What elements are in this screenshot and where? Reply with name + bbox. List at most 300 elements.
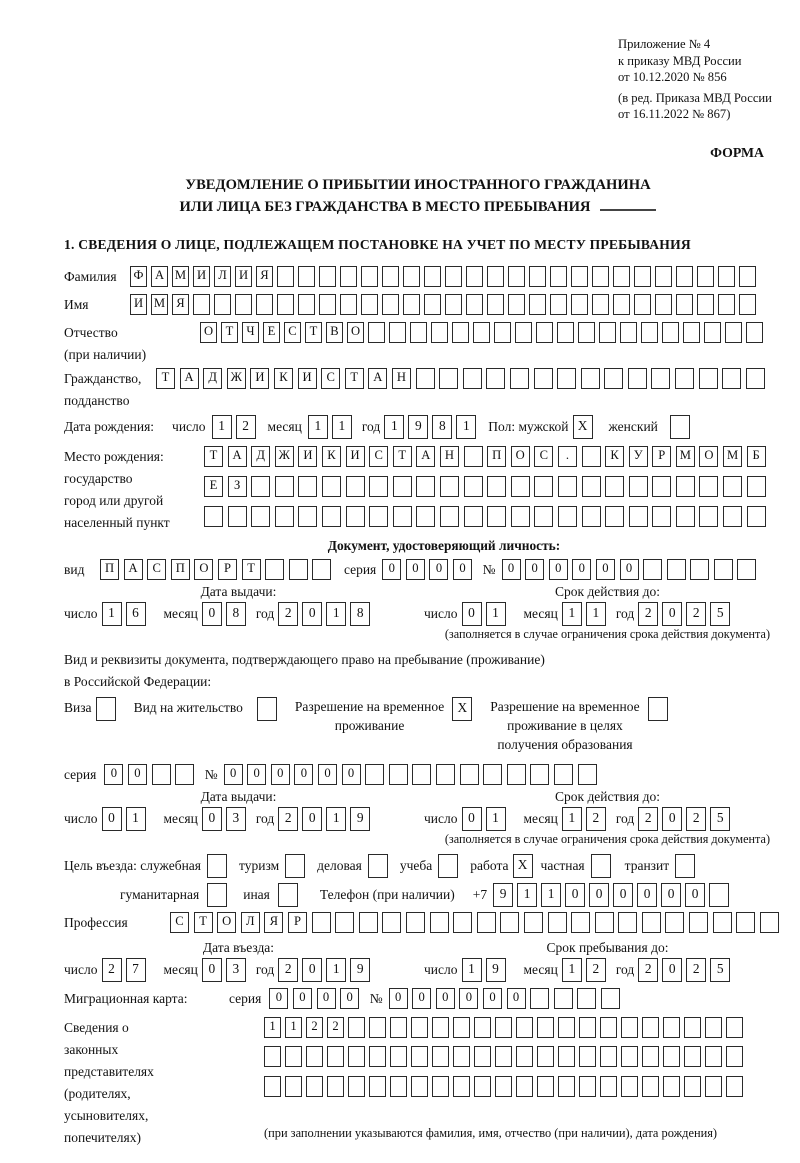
id-number-cell[interactable]: 0 (572, 559, 591, 580)
legal-cell[interactable] (663, 1046, 680, 1067)
citizenship-cell[interactable] (463, 368, 482, 389)
citizenship-cell[interactable]: Т (345, 368, 364, 389)
citizenship-cell[interactable]: С (321, 368, 340, 389)
legal-cell[interactable] (663, 1017, 680, 1038)
id-number-cell[interactable] (714, 559, 733, 580)
temp-permit-checkbox-wrap[interactable] (452, 697, 476, 721)
legal-cell[interactable] (726, 1076, 743, 1097)
profession-cell[interactable] (548, 912, 567, 933)
patronymic-cell[interactable]: Е (263, 322, 280, 343)
citizenship-cell[interactable] (510, 368, 529, 389)
birth-place-cell[interactable] (747, 476, 766, 497)
birth-place-cell[interactable]: К (322, 446, 341, 467)
id-kind-cell[interactable]: А (124, 559, 143, 580)
surname-cell[interactable] (361, 266, 378, 287)
legal-cell[interactable]: 1 (285, 1017, 302, 1038)
temp-permit-checkbox[interactable]: X (452, 697, 472, 721)
entry-month-cell[interactable]: 3 (226, 958, 246, 982)
id-valid-year-cell[interactable]: 2 (686, 602, 706, 626)
res-number-cell[interactable]: 0 (342, 764, 361, 785)
patronymic-cell[interactable] (620, 322, 637, 343)
legal-cell[interactable] (516, 1076, 533, 1097)
id-series-cell[interactable]: 0 (453, 559, 472, 580)
legal-cell[interactable] (537, 1017, 554, 1038)
citizenship-cell[interactable] (675, 368, 694, 389)
citizenship-cell[interactable] (651, 368, 670, 389)
legal-cell[interactable] (621, 1046, 638, 1067)
legal-cell[interactable] (642, 1046, 659, 1067)
profession-cell[interactable]: Р (288, 912, 307, 933)
phone-digit-cell[interactable] (709, 883, 729, 907)
mig-number-cell[interactable]: 0 (483, 988, 502, 1009)
name-cell[interactable] (382, 294, 399, 315)
legal-cell[interactable] (369, 1046, 386, 1067)
surname-cell[interactable] (277, 266, 294, 287)
mig-number-cell[interactable] (554, 988, 573, 1009)
birth-place-cell[interactable] (204, 506, 223, 527)
legal-cell[interactable] (306, 1046, 323, 1067)
patronymic-cell[interactable] (683, 322, 700, 343)
birth-place-cell[interactable]: Д (251, 446, 270, 467)
id-issue-year-cell[interactable]: 1 (326, 602, 346, 626)
name-cell[interactable] (718, 294, 735, 315)
res-issue-day-cell[interactable]: 1 (126, 807, 146, 831)
legal-cell[interactable] (726, 1017, 743, 1038)
birth-place-cell[interactable] (464, 476, 483, 497)
patronymic-cell[interactable] (494, 322, 511, 343)
birth-place-cells-row1[interactable] (204, 446, 770, 467)
legal-cell[interactable] (558, 1046, 575, 1067)
birth-place-cell[interactable]: З (228, 476, 247, 497)
id-number-cell[interactable] (737, 559, 756, 580)
name-cell[interactable] (697, 294, 714, 315)
residence-permit-checkbox[interactable] (257, 697, 277, 721)
surname-cell[interactable]: Я (256, 266, 273, 287)
id-issue-day-cell[interactable]: 6 (126, 602, 146, 626)
phone-digit-cell[interactable]: 1 (541, 883, 561, 907)
profession-cell[interactable] (524, 912, 543, 933)
stay-month-cell[interactable]: 2 (586, 958, 606, 982)
id-kind-cells[interactable] (100, 559, 336, 580)
legal-cell[interactable] (474, 1046, 491, 1067)
profession-cell[interactable] (618, 912, 637, 933)
stay-year-cells[interactable] (638, 958, 734, 982)
name-cell[interactable] (193, 294, 210, 315)
surname-cell[interactable] (466, 266, 483, 287)
purpose-humanitarian-checkbox-wrap[interactable] (207, 883, 231, 907)
birth-place-cell[interactable] (534, 476, 553, 497)
birth-place-cell[interactable] (629, 476, 648, 497)
id-issue-month-cells[interactable] (202, 602, 250, 626)
visa-checkbox-wrap[interactable] (96, 697, 120, 721)
surname-cell[interactable] (718, 266, 735, 287)
stay-year-cell[interactable]: 2 (686, 958, 706, 982)
profession-cell[interactable] (430, 912, 449, 933)
birth-year-cells[interactable] (384, 415, 480, 439)
purpose-study-checkbox-wrap[interactable] (438, 854, 462, 878)
res-number-cell[interactable] (483, 764, 502, 785)
birth-place-cell[interactable] (440, 506, 459, 527)
name-cell[interactable] (634, 294, 651, 315)
legal-cell[interactable]: 2 (306, 1017, 323, 1038)
legal-cell[interactable] (495, 1017, 512, 1038)
mig-number-cell[interactable]: 0 (389, 988, 408, 1009)
surname-cell[interactable] (508, 266, 525, 287)
legal-cells-row2[interactable] (264, 1046, 747, 1067)
legal-cell[interactable] (348, 1076, 365, 1097)
id-number-cell[interactable]: 0 (620, 559, 639, 580)
res-series-cell[interactable] (152, 764, 171, 785)
purpose-tourism-checkbox-wrap[interactable] (285, 854, 309, 878)
citizenship-cell[interactable]: Д (203, 368, 222, 389)
entry-year-cell[interactable]: 9 (350, 958, 370, 982)
sex-female-checkbox-wrap[interactable] (670, 415, 694, 439)
birth-place-cell[interactable] (464, 446, 483, 467)
res-number-cell[interactable] (554, 764, 573, 785)
name-cell[interactable] (319, 294, 336, 315)
legal-cell[interactable] (663, 1076, 680, 1097)
mig-series-cells[interactable] (269, 988, 363, 1009)
surname-cell[interactable] (676, 266, 693, 287)
birth-place-cell[interactable] (558, 476, 577, 497)
res-number-cell[interactable] (412, 764, 431, 785)
legal-cell[interactable] (684, 1046, 701, 1067)
mig-number-cell[interactable]: 0 (507, 988, 526, 1009)
legal-cell[interactable] (705, 1046, 722, 1067)
profession-cell[interactable] (665, 912, 684, 933)
citizenship-cell[interactable]: И (250, 368, 269, 389)
purpose-business-checkbox-wrap[interactable] (368, 854, 392, 878)
patronymic-cell[interactable] (536, 322, 553, 343)
name-cell[interactable] (277, 294, 294, 315)
profession-cell[interactable]: О (217, 912, 236, 933)
purpose-other-checkbox[interactable] (278, 883, 298, 907)
birth-place-cell[interactable] (582, 446, 601, 467)
res-number-cell[interactable]: 0 (318, 764, 337, 785)
res-issue-day-cell[interactable]: 0 (102, 807, 122, 831)
legal-cell[interactable] (642, 1017, 659, 1038)
legal-cell[interactable] (516, 1046, 533, 1067)
id-valid-month-cell[interactable]: 1 (562, 602, 582, 626)
mig-number-cells[interactable] (389, 988, 625, 1009)
res-issue-year-cell[interactable]: 1 (326, 807, 346, 831)
legal-cell[interactable]: 1 (264, 1017, 281, 1038)
res-issue-day-cells[interactable] (102, 807, 150, 831)
birth-place-cell[interactable] (346, 476, 365, 497)
surname-cell[interactable] (424, 266, 441, 287)
birth-place-cell[interactable]: М (676, 446, 695, 467)
legal-cell[interactable] (474, 1076, 491, 1097)
profession-cell[interactable]: С (170, 912, 189, 933)
surname-cell[interactable]: И (193, 266, 210, 287)
birth-month-cell[interactable]: 1 (332, 415, 352, 439)
profession-cell[interactable] (713, 912, 732, 933)
birth-day-cell[interactable]: 2 (236, 415, 256, 439)
surname-cell[interactable]: А (151, 266, 168, 287)
phone-digit-cell[interactable]: 9 (493, 883, 513, 907)
birth-place-cell[interactable]: К (605, 446, 624, 467)
profession-cell[interactable] (736, 912, 755, 933)
id-series-cell[interactable]: 0 (406, 559, 425, 580)
res-issue-year-cell[interactable]: 0 (302, 807, 322, 831)
res-number-cell[interactable] (507, 764, 526, 785)
patronymic-cell[interactable] (725, 322, 742, 343)
res-number-cell[interactable]: 0 (224, 764, 243, 785)
id-issue-month-cell[interactable]: 8 (226, 602, 246, 626)
patronymic-cell[interactable] (368, 322, 385, 343)
res-valid-month-cell[interactable]: 1 (562, 807, 582, 831)
citizenship-cell[interactable] (557, 368, 576, 389)
surname-cell[interactable]: Ф (130, 266, 147, 287)
name-cell[interactable] (361, 294, 378, 315)
id-valid-day-cells[interactable] (462, 602, 510, 626)
profession-cell[interactable]: Л (241, 912, 260, 933)
legal-cell[interactable] (537, 1076, 554, 1097)
legal-cell[interactable] (600, 1017, 617, 1038)
surname-cell[interactable] (550, 266, 567, 287)
birth-place-cell[interactable] (699, 506, 718, 527)
res-number-cell[interactable] (530, 764, 549, 785)
legal-cell[interactable] (558, 1076, 575, 1097)
birth-place-cell[interactable] (416, 506, 435, 527)
legal-cell[interactable] (432, 1046, 449, 1067)
legal-cell[interactable] (579, 1076, 596, 1097)
birth-place-cell[interactable] (558, 506, 577, 527)
birth-place-cell[interactable] (298, 506, 317, 527)
id-kind-cell[interactable]: О (194, 559, 213, 580)
birth-place-cell[interactable]: Б (747, 446, 766, 467)
temp-edu-checkbox[interactable] (648, 697, 668, 721)
profession-cell[interactable] (477, 912, 496, 933)
legal-cell[interactable] (285, 1076, 302, 1097)
sex-female-checkbox[interactable] (670, 415, 690, 439)
surname-cell[interactable] (739, 266, 756, 287)
purpose-transit-checkbox-wrap[interactable] (675, 854, 699, 878)
res-valid-year-cell[interactable]: 2 (686, 807, 706, 831)
res-issue-month-cells[interactable] (202, 807, 250, 831)
birth-place-cells-row3[interactable] (204, 506, 770, 527)
legal-cell[interactable] (453, 1017, 470, 1038)
citizenship-cell[interactable] (534, 368, 553, 389)
name-cell[interactable] (487, 294, 504, 315)
stay-day-cell[interactable]: 9 (486, 958, 506, 982)
birth-place-cell[interactable] (369, 476, 388, 497)
name-cell[interactable] (529, 294, 546, 315)
citizenship-cell[interactable]: Ж (227, 368, 246, 389)
legal-cell[interactable] (411, 1046, 428, 1067)
legal-cell[interactable] (537, 1046, 554, 1067)
stay-year-cell[interactable]: 5 (710, 958, 730, 982)
entry-day-cell[interactable]: 7 (126, 958, 146, 982)
birth-place-cell[interactable]: И (298, 446, 317, 467)
birth-place-cell[interactable] (251, 476, 270, 497)
stay-year-cell[interactable]: 0 (662, 958, 682, 982)
patronymic-cell[interactable] (599, 322, 616, 343)
legal-cell[interactable] (411, 1017, 428, 1038)
blank-underline[interactable] (600, 196, 656, 211)
legal-cell[interactable] (432, 1017, 449, 1038)
citizenship-cell[interactable]: А (368, 368, 387, 389)
citizenship-cell[interactable]: А (180, 368, 199, 389)
birth-place-cell[interactable] (723, 476, 742, 497)
phone-digit-cell[interactable]: 1 (517, 883, 537, 907)
res-valid-day-cell[interactable]: 1 (486, 807, 506, 831)
residence-permit-checkbox-wrap[interactable] (257, 697, 281, 721)
entry-year-cells[interactable] (278, 958, 374, 982)
legal-cell[interactable] (327, 1076, 344, 1097)
id-issue-year-cells[interactable] (278, 602, 374, 626)
birth-place-cell[interactable] (676, 506, 695, 527)
surname-cell[interactable] (298, 266, 315, 287)
surname-cell[interactable] (340, 266, 357, 287)
name-cell[interactable] (445, 294, 462, 315)
surname-cell[interactable] (382, 266, 399, 287)
legal-cell[interactable] (705, 1017, 722, 1038)
legal-cell[interactable] (411, 1076, 428, 1097)
birth-place-cell[interactable]: М (723, 446, 742, 467)
id-issue-year-cell[interactable]: 0 (302, 602, 322, 626)
surname-cell[interactable] (634, 266, 651, 287)
surname-cell[interactable] (487, 266, 504, 287)
birth-place-cell[interactable]: Р (652, 446, 671, 467)
patronymic-cell[interactable]: В (326, 322, 343, 343)
legal-cell[interactable] (306, 1076, 323, 1097)
name-cell[interactable] (655, 294, 672, 315)
legal-cell[interactable] (390, 1076, 407, 1097)
patronymic-cell[interactable] (515, 322, 532, 343)
birth-place-cell[interactable]: А (416, 446, 435, 467)
patronymic-cell[interactable]: О (347, 322, 364, 343)
id-kind-cell[interactable]: С (147, 559, 166, 580)
stay-month-cells[interactable] (562, 958, 610, 982)
res-number-cell[interactable]: 0 (294, 764, 313, 785)
entry-year-cell[interactable]: 1 (326, 958, 346, 982)
birth-place-cell[interactable] (629, 506, 648, 527)
mig-series-cell[interactable]: 0 (317, 988, 336, 1009)
phone-digit-cell[interactable]: 0 (589, 883, 609, 907)
id-valid-day-cell[interactable]: 0 (462, 602, 482, 626)
birth-place-cell[interactable]: Ж (275, 446, 294, 467)
sex-male-checkbox-wrap[interactable] (573, 415, 597, 439)
profession-cell[interactable] (312, 912, 331, 933)
purpose-work-checkbox-wrap[interactable] (513, 854, 537, 878)
name-cell[interactable] (214, 294, 231, 315)
patronymic-cell[interactable] (431, 322, 448, 343)
res-issue-month-cell[interactable]: 3 (226, 807, 246, 831)
id-number-cell[interactable] (643, 559, 662, 580)
legal-cell[interactable] (432, 1076, 449, 1097)
res-issue-year-cells[interactable] (278, 807, 374, 831)
res-valid-year-cells[interactable] (638, 807, 734, 831)
profession-cell[interactable]: Т (194, 912, 213, 933)
patronymic-cell[interactable] (473, 322, 490, 343)
legal-cell[interactable] (348, 1017, 365, 1038)
phone-digit-cell[interactable]: 0 (637, 883, 657, 907)
mig-series-cell[interactable]: 0 (293, 988, 312, 1009)
id-valid-year-cell[interactable]: 0 (662, 602, 682, 626)
birth-place-cell[interactable] (416, 476, 435, 497)
legal-cell[interactable] (495, 1046, 512, 1067)
legal-cell[interactable] (621, 1076, 638, 1097)
patronymic-cell[interactable]: С (284, 322, 301, 343)
phone-digit-cell[interactable]: 0 (613, 883, 633, 907)
surname-cell[interactable] (403, 266, 420, 287)
surname-cell[interactable] (529, 266, 546, 287)
birth-place-cell[interactable] (322, 506, 341, 527)
res-number-cells[interactable] (224, 764, 602, 785)
citizenship-cell[interactable] (604, 368, 623, 389)
name-cell[interactable] (403, 294, 420, 315)
name-cell[interactable]: И (130, 294, 147, 315)
birth-place-cell[interactable] (393, 476, 412, 497)
name-cell[interactable] (571, 294, 588, 315)
surname-cell[interactable]: М (172, 266, 189, 287)
birth-year-cell[interactable]: 1 (384, 415, 404, 439)
res-number-cell[interactable] (365, 764, 384, 785)
entry-month-cells[interactable] (202, 958, 250, 982)
legal-cell[interactable] (726, 1046, 743, 1067)
birth-place-cell[interactable] (393, 506, 412, 527)
patronymic-cell[interactable] (662, 322, 679, 343)
name-cell[interactable]: М (151, 294, 168, 315)
birth-place-cell[interactable] (652, 476, 671, 497)
legal-cell[interactable] (684, 1017, 701, 1038)
patronymic-cell[interactable]: Т (305, 322, 322, 343)
legal-cells-row3[interactable] (264, 1076, 747, 1097)
phone-digit-cell[interactable]: 0 (565, 883, 585, 907)
birth-place-cell[interactable] (487, 506, 506, 527)
legal-cell[interactable] (264, 1046, 281, 1067)
name-cell[interactable] (466, 294, 483, 315)
profession-cells[interactable] (170, 912, 783, 933)
phone-digit-cell[interactable]: 0 (685, 883, 705, 907)
mig-number-cell[interactable] (601, 988, 620, 1009)
entry-day-cell[interactable]: 2 (102, 958, 122, 982)
birth-place-cell[interactable] (605, 506, 624, 527)
legal-cell[interactable] (705, 1076, 722, 1097)
name-cell[interactable] (739, 294, 756, 315)
patronymic-cell[interactable] (452, 322, 469, 343)
mig-number-cell[interactable]: 0 (459, 988, 478, 1009)
citizenship-cell[interactable] (628, 368, 647, 389)
id-valid-month-cells[interactable] (562, 602, 610, 626)
id-kind-cell[interactable] (265, 559, 284, 580)
legal-cell[interactable] (369, 1076, 386, 1097)
birth-place-cell[interactable] (298, 476, 317, 497)
id-kind-cell[interactable] (312, 559, 331, 580)
name-cell[interactable] (256, 294, 273, 315)
birth-year-cell[interactable]: 1 (456, 415, 476, 439)
res-issue-month-cell[interactable]: 0 (202, 807, 222, 831)
birth-place-cell[interactable] (723, 506, 742, 527)
citizenship-cell[interactable] (699, 368, 718, 389)
profession-cell[interactable] (359, 912, 378, 933)
patronymic-cell[interactable] (557, 322, 574, 343)
birth-place-cell[interactable]: У (629, 446, 648, 467)
birth-place-cell[interactable] (228, 506, 247, 527)
profession-cell[interactable] (500, 912, 519, 933)
birth-place-cell[interactable]: П (487, 446, 506, 467)
birth-place-cells-row2[interactable] (204, 476, 770, 497)
purpose-humanitarian-checkbox[interactable] (207, 883, 227, 907)
surname-cell[interactable] (613, 266, 630, 287)
profession-cell[interactable] (335, 912, 354, 933)
legal-cell[interactable] (453, 1046, 470, 1067)
purpose-business-checkbox[interactable] (368, 854, 388, 878)
patronymic-cell[interactable] (746, 322, 763, 343)
res-series-cell[interactable]: 0 (104, 764, 123, 785)
birth-place-cell[interactable]: А (228, 446, 247, 467)
